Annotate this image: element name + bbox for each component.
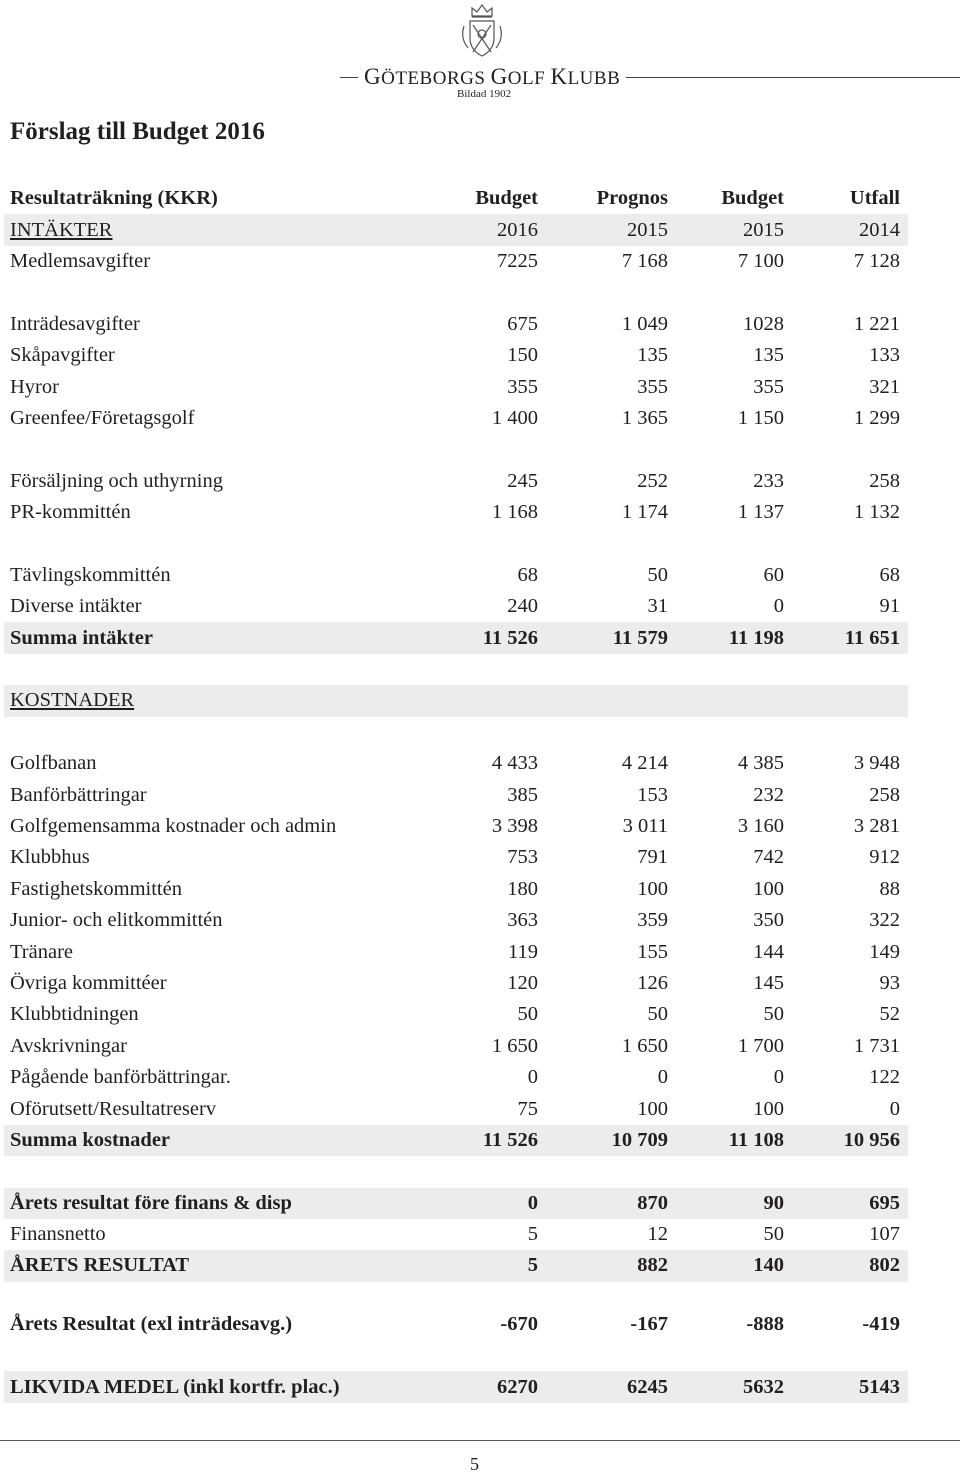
row-value-b2016: 68	[517, 563, 538, 586]
row-value-u2014: 3 948	[853, 752, 900, 775]
spacer-cell	[546, 1156, 676, 1187]
spacer-cell	[4, 1156, 442, 1187]
row-value-b2016: 5	[442, 1250, 546, 1281]
spacer-cell	[546, 654, 676, 685]
row-value-u2014: 912	[869, 846, 900, 869]
spacer-cell	[546, 685, 676, 716]
row-label: Golfbanan	[10, 752, 97, 775]
section-heading-costs: KOSTNADER	[4, 685, 442, 716]
spacer-cell	[676, 1340, 792, 1371]
spacer-cell	[4, 717, 442, 748]
cost-row	[4, 905, 908, 936]
row-value-p2015: 11 579	[546, 622, 676, 653]
row-label: Junior- och elitkommittén	[10, 909, 223, 932]
row-value-p2015: 355	[637, 375, 668, 398]
row-value-p2015: 4 214	[621, 752, 668, 775]
row-value-b2016: 675	[507, 312, 538, 335]
spacer-cell	[442, 1156, 546, 1187]
row-value-b2016: 0	[527, 1066, 538, 1089]
row-value-b2016: 3 398	[491, 815, 538, 837]
row-value-b2015: 350	[753, 909, 784, 932]
row-value-b2015: 233	[753, 469, 784, 492]
spacer-cell	[546, 434, 676, 465]
row-label: Skåpavgifter	[10, 344, 115, 367]
row-value-u2014: 5143	[792, 1371, 908, 1402]
row-value-u2014: 802	[792, 1250, 908, 1281]
cost-row	[4, 748, 908, 779]
row-value-b2016: 0	[442, 1188, 546, 1219]
row-label: Greenfee/Företagsgolf	[10, 406, 195, 429]
row-label: Försäljning och uthyrning	[10, 469, 223, 492]
spacer-cell	[676, 277, 792, 308]
row-value-b2016: 245	[507, 469, 538, 492]
spacer-cell	[676, 685, 792, 716]
row-value-b2015: 1 137	[737, 501, 784, 524]
row-value-b2015: 140	[676, 1250, 792, 1281]
row-label: Fastighetskommittén	[10, 877, 182, 900]
row-label: ÅRETS RESULTAT	[4, 1250, 442, 1281]
spacer-cell	[442, 654, 546, 685]
year-2014: 2014	[792, 214, 908, 245]
table-subheader-row	[4, 214, 908, 245]
row-value-b2016: 120	[507, 971, 538, 994]
row-value-p2015: 7 168	[621, 249, 668, 272]
row-value-b2016: 6270	[442, 1371, 546, 1402]
row-value-u2014: 1 132	[853, 501, 900, 524]
spacer-cell	[546, 717, 676, 748]
spacer-cell	[442, 1340, 546, 1371]
cost-row	[4, 968, 908, 999]
row-value-p2015: 100	[637, 1097, 668, 1120]
row-value-b2015: 50	[763, 1223, 784, 1246]
row-value-b2015: 355	[753, 375, 784, 398]
row-value-u2014: 321	[869, 375, 900, 398]
row-value-p2015: 155	[637, 940, 668, 963]
club-name: GÖTEBORGS GOLF KLUBB	[358, 64, 626, 90]
income-row	[4, 309, 908, 340]
row-label: LIKVIDA MEDEL (inkl kortfr. plac.)	[4, 1371, 442, 1402]
row-value-b2016: -670	[500, 1312, 538, 1335]
spacer-cell	[792, 434, 908, 465]
row-label: Årets resultat före finans & disp	[4, 1188, 442, 1219]
income-row	[4, 371, 908, 402]
spacer-cell	[792, 654, 908, 685]
row-value-u2014: 695	[792, 1188, 908, 1219]
row-value-b2016: 5	[527, 1223, 538, 1246]
column-header-prognos-2015: Prognos	[596, 187, 668, 210]
row-value-u2014: 322	[869, 909, 900, 932]
row-label: Summa intäkter	[4, 622, 442, 653]
spacer-cell	[442, 434, 546, 465]
result-before-row	[4, 1188, 908, 1219]
row-value-p2015: 50	[647, 1003, 668, 1026]
row-value-p2015: 870	[546, 1188, 676, 1219]
founded-text: Bildad 1902	[457, 88, 512, 100]
cost-row	[4, 874, 908, 905]
spacer-cell	[676, 434, 792, 465]
column-header-budget-2015: Budget	[721, 187, 784, 210]
row-value-p2015: 882	[546, 1250, 676, 1281]
row-value-p2015: 10 709	[546, 1125, 676, 1156]
row-value-b2015: -888	[746, 1312, 784, 1335]
spacer-cell	[4, 1340, 442, 1371]
row-value-b2015: 60	[763, 563, 784, 586]
row-value-b2015: 0	[773, 1066, 784, 1089]
row-value-b2015: 1 700	[737, 1034, 784, 1057]
row-value-p2015: -167	[630, 1312, 668, 1335]
row-label: Årets Resultat (exl inträdesavg.)	[10, 1312, 293, 1335]
column-header-utfall-2014: Utfall	[849, 187, 900, 210]
row-value-b2015: 5632	[676, 1371, 792, 1402]
row-value-u2014: 0	[889, 1097, 900, 1120]
income-row	[4, 466, 908, 497]
row-value-p2015: 12	[647, 1223, 668, 1246]
cost-row	[4, 936, 908, 967]
row-value-b2015: 145	[753, 971, 784, 994]
row-value-p2015: 100	[637, 877, 668, 900]
spacer-cell	[546, 1340, 676, 1371]
row-value-u2014: 258	[869, 783, 900, 806]
spacer-row	[4, 1340, 908, 1371]
row-value-b2016: 50	[517, 1003, 538, 1026]
row-value-b2016: 385	[507, 783, 538, 806]
page-title: Förslag till Budget 2016	[10, 118, 265, 145]
spacer-cell	[792, 277, 908, 308]
row-value-u2014: 68	[879, 563, 900, 586]
page-number: 5	[470, 1454, 479, 1474]
cost-row	[4, 842, 908, 873]
spacer-cell	[676, 717, 792, 748]
row-value-u2014: 258	[869, 469, 900, 492]
row-value-b2015: 90	[676, 1188, 792, 1219]
row-value-b2015: 4 385	[737, 752, 784, 775]
row-value-u2014: 122	[869, 1066, 900, 1089]
spacer-row	[4, 654, 908, 685]
row-value-u2014: 11 651	[792, 622, 908, 653]
row-value-p2015: 1 650	[621, 1034, 668, 1057]
liquid-assets-row	[4, 1371, 908, 1402]
row-value-b2016: 180	[507, 877, 538, 900]
row-value-p2015: 1 174	[621, 501, 668, 524]
spacer-cell	[442, 685, 546, 716]
spacer-cell	[676, 654, 792, 685]
row-value-u2014: 1 299	[853, 406, 900, 429]
spacer-row	[4, 1156, 908, 1187]
footer-rule	[0, 1440, 960, 1441]
crown-shield-crest-icon	[458, 2, 506, 60]
row-label: Klubbtidningen	[10, 1003, 139, 1026]
row-value-p2015: 3 011	[622, 815, 668, 837]
row-value-u2014: 1 731	[853, 1034, 900, 1057]
row-value-b2016: 11 526	[442, 1125, 546, 1156]
row-value-b2015: 0	[773, 595, 784, 618]
year-2015-prognos: 2015	[546, 214, 676, 245]
row-label: Avskrivningar	[10, 1034, 127, 1057]
cost-row	[4, 779, 908, 810]
row-value-p2015: 6245	[546, 1371, 676, 1402]
spacer-cell	[442, 528, 546, 559]
spacer-cell	[792, 1340, 908, 1371]
row-value-b2016: 75	[517, 1097, 538, 1120]
row-label: Diverse intäkter	[10, 595, 142, 618]
row-value-p2015: 1 365	[621, 406, 668, 429]
row-value-p2015: 252	[637, 469, 668, 492]
row-value-b2016: 4 433	[491, 752, 538, 775]
row-label: Oförutsett/Resultatreserv	[10, 1097, 217, 1120]
section-heading-income: INTÄKTER	[4, 214, 442, 245]
row-value-u2014: 1 221	[853, 312, 900, 335]
row-value-u2014: 133	[869, 344, 900, 367]
row-value-u2014: 107	[869, 1223, 900, 1246]
income-row	[4, 591, 908, 622]
row-value-u2014: 52	[879, 1003, 900, 1026]
row-value-b2015: 144	[753, 940, 784, 963]
cost-row	[4, 1062, 908, 1093]
row-label: Hyror	[10, 375, 59, 398]
row-value-b2015: 100	[753, 877, 784, 900]
table-header-row	[4, 183, 908, 214]
row-value-u2014: 10 956	[792, 1125, 908, 1156]
row-value-p2015: 135	[637, 344, 668, 367]
spacer-row	[4, 277, 908, 308]
club-logo	[340, 2, 960, 102]
row-label: Banförbättringar	[10, 783, 147, 806]
spacer-cell	[546, 528, 676, 559]
row-label: Tränare	[10, 940, 74, 963]
income-total-row	[4, 622, 908, 653]
row-value-b2015: 232	[753, 783, 784, 806]
section-heading-row	[4, 685, 908, 716]
year-2016: 2016	[442, 214, 546, 245]
row-value-b2016: 355	[507, 375, 538, 398]
row-value-p2015: 31	[647, 595, 668, 618]
row-value-u2014: 93	[879, 971, 900, 994]
row-label: Inträdesavgifter	[10, 312, 140, 335]
row-value-p2015: 50	[647, 563, 668, 586]
row-value-b2015: 100	[753, 1097, 784, 1120]
row-value-p2015: 359	[637, 909, 668, 932]
spacer-cell	[4, 528, 442, 559]
row-value-u2014: 149	[869, 940, 900, 963]
row-label: Finansnetto	[10, 1223, 106, 1246]
row-value-b2015: 1 150	[737, 406, 784, 429]
spacer-cell	[4, 277, 442, 308]
row-label: Pågående banförbättringar.	[10, 1066, 231, 1089]
row-value-b2016: 1 650	[491, 1034, 538, 1057]
row-value-p2015: 1 049	[621, 312, 668, 335]
row-value-b2016: 150	[507, 344, 538, 367]
row-value-p2015: 153	[637, 783, 668, 806]
row-label: Övriga kommittéer	[10, 971, 167, 994]
row-value-b2015: 7 100	[737, 249, 784, 272]
row-label: PR-kommittén	[10, 501, 131, 524]
row-value-b2015: 3 160	[737, 815, 784, 837]
spacer-cell	[792, 1156, 908, 1187]
spacer-cell	[4, 654, 442, 685]
year-2015-budget: 2015	[676, 214, 792, 245]
row-value-p2015: 791	[637, 846, 668, 869]
spacer-row	[4, 1282, 908, 1309]
row-value-b2016: 11 526	[442, 622, 546, 653]
cost-row	[4, 999, 908, 1030]
row-value-u2014: -419	[862, 1312, 900, 1335]
row-label: Medlemsavgifter	[10, 249, 151, 272]
cost-total-row	[4, 1125, 908, 1156]
spacer-cell	[442, 717, 546, 748]
row-value-b2015: 11 108	[676, 1125, 792, 1156]
cost-row	[4, 1031, 908, 1062]
spacer-cell	[4, 434, 442, 465]
row-value-b2016: 1 168	[491, 501, 538, 524]
income-row	[4, 246, 908, 277]
row-value-b2015: 50	[763, 1003, 784, 1026]
spacer-cell	[792, 685, 908, 716]
income-row	[4, 340, 908, 371]
spacer-cell	[792, 528, 908, 559]
spacer-cell	[676, 528, 792, 559]
row-label: Summa kostnader	[4, 1125, 442, 1156]
row-value-b2015: 135	[753, 344, 784, 367]
row-value-u2014: 88	[879, 877, 900, 900]
row-label: Golfgemensamma kostnader och admin	[10, 815, 337, 837]
finance-net-row	[4, 1219, 908, 1250]
cost-row	[4, 1093, 908, 1124]
cost-row	[4, 811, 908, 842]
row-value-p2015: 126	[637, 971, 668, 994]
row-value-b2015: 742	[753, 846, 784, 869]
column-header-budget-2016: Budget	[475, 187, 538, 210]
spacer-cell	[676, 1156, 792, 1187]
spacer-cell	[792, 717, 908, 748]
row-value-b2016: 7225	[497, 249, 538, 272]
row-value-u2014: 7 128	[853, 249, 900, 272]
column-header-label: Resultaträkning (KKR)	[10, 187, 218, 210]
budget-table	[4, 183, 908, 1403]
row-value-u2014: 3 281	[853, 815, 900, 837]
row-value-b2016: 753	[507, 846, 538, 869]
spacer-cell	[442, 277, 546, 308]
spacer-cell	[546, 277, 676, 308]
income-row	[4, 403, 908, 434]
row-value-b2016: 1 400	[491, 406, 538, 429]
row-value-b2016: 240	[507, 595, 538, 618]
year-result-row	[4, 1250, 908, 1281]
spacer-cell	[4, 1282, 908, 1309]
row-value-b2016: 363	[507, 909, 538, 932]
row-label: Klubbhus	[10, 846, 90, 869]
row-value-b2015: 1028	[743, 312, 784, 335]
spacer-row	[4, 434, 908, 465]
row-value-p2015: 0	[657, 1066, 668, 1089]
row-label: Tävlingskommittén	[10, 563, 171, 586]
income-row	[4, 497, 908, 528]
row-value-b2015: 11 198	[676, 622, 792, 653]
row-value-b2016: 119	[508, 940, 538, 963]
spacer-row	[4, 528, 908, 559]
income-row	[4, 560, 908, 591]
result-excl-row	[4, 1309, 908, 1340]
spacer-row	[4, 717, 908, 748]
row-value-u2014: 91	[879, 595, 900, 618]
